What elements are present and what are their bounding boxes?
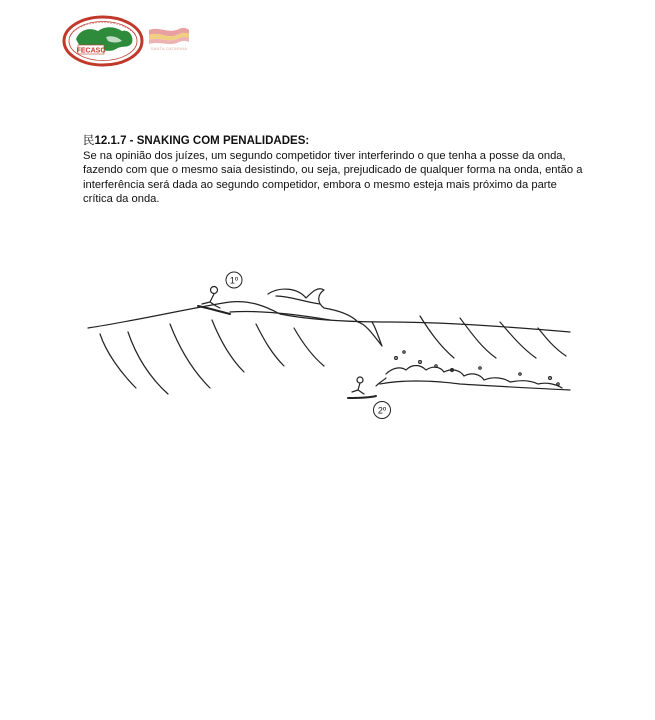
federation-logo bbox=[62, 15, 144, 67]
spray-dot bbox=[479, 367, 481, 369]
spray-dot bbox=[557, 383, 559, 385]
rule-heading-text: 12.1.7 - SNAKING COM PENALIDADES: bbox=[94, 135, 310, 147]
spray-dot bbox=[549, 377, 552, 380]
logo-main-text: FECASC bbox=[76, 47, 106, 55]
spray-dot bbox=[419, 361, 422, 364]
spray-dot bbox=[403, 351, 405, 353]
lip-inner-line bbox=[276, 296, 320, 304]
spray-dot bbox=[435, 365, 437, 367]
spray-dot bbox=[395, 357, 398, 360]
rule-paragraph: Se na opinião dos juízes, um segundo competidor tiver interferindo o que tenha a posse da onda, fazendo com que o mesmo saia desistindo, ou seja, prejudicado de qualquer forma na onda, então a interferência será dada ao segundo competidor, embora o mesmo esteja mais próximo da parte crítica da onda. bbox=[83, 150, 583, 206]
surfer-1-label: 1º bbox=[229, 275, 239, 286]
face-stroke bbox=[538, 328, 566, 356]
snaking-illustration bbox=[80, 262, 580, 432]
rule-glyph: 民 bbox=[83, 135, 95, 147]
face-stroke bbox=[100, 334, 136, 388]
whitewater-base bbox=[380, 381, 570, 390]
surfer-2 bbox=[348, 377, 386, 398]
rule-heading bbox=[83, 134, 583, 149]
face-stroke bbox=[256, 324, 284, 366]
spray-dot bbox=[519, 373, 521, 375]
rule-section bbox=[83, 134, 583, 207]
surfer-1 bbox=[198, 287, 230, 315]
face-stroke bbox=[294, 328, 324, 366]
state-flag-logo bbox=[145, 24, 193, 58]
face-stroke bbox=[170, 324, 210, 388]
wave-crest-line bbox=[88, 302, 570, 332]
face-stroke bbox=[128, 332, 168, 394]
surfer-2-label: 2º bbox=[377, 405, 387, 416]
face-stroke bbox=[212, 320, 244, 372]
logo-sub-text: SANTA CATARINA bbox=[150, 46, 188, 51]
